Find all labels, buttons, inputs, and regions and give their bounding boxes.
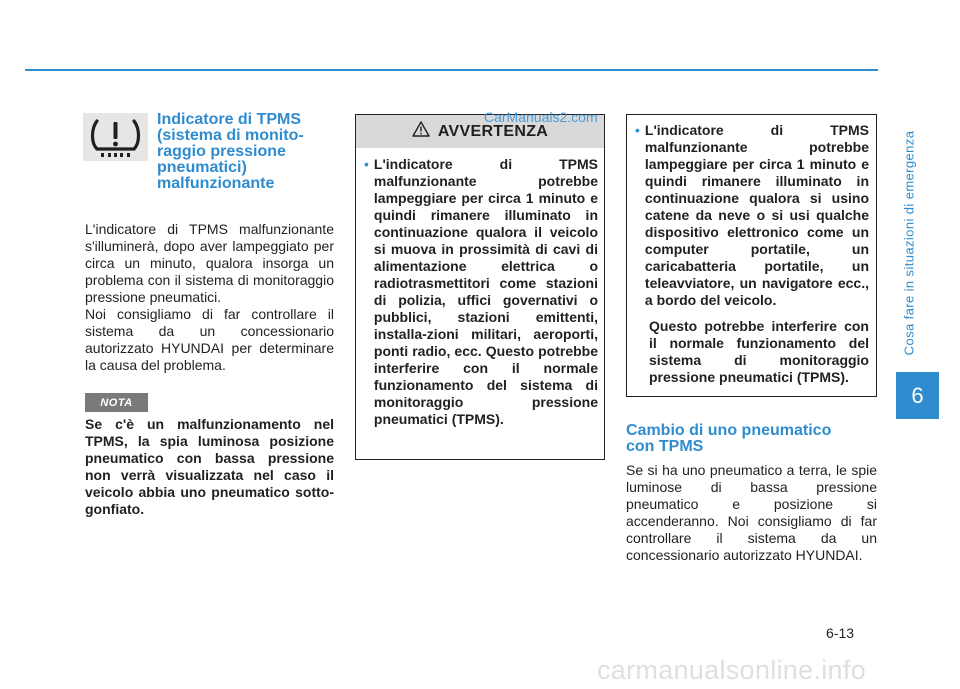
warning-item-text: L'indicatore di TPMS malfunzionante potrebbe lampeggiare per circa 1 minuto e quindi rimanere illuminato in continuazione qualora il veicolo si muova in prossimità di cavi di alimentazione elettrica o radiotrasmettitori come stazioni di polizia, uffici governativi o pubblici, stazioni emittenti, installa-zioni militari, aeroporti, ponti radio, ecc. Questo potrebbe interferire con il normale funzionamento del sistema di monitoraggio pressione pneumatici (TPMS). <box>373 156 598 427</box>
paragraph-tpms-indicator: L'indicatore di TPMS malfunzionante s'illuminerà, dopo aver lampeggiato per circa un minuto, qualora insorga un problema con il sistema di monitoraggio pressione pneumatici. <box>85 221 334 305</box>
paragraph-tire-change: Se si ha uno pneumatico a terra, le spie luminose di bassa pressione pneumatico e posizione si accenderanno. Noi consigliamo di far controllare il sistema da un concessionario autorizzato HYUNDAI. <box>626 462 877 563</box>
warning-triangle-icon <box>412 121 430 142</box>
warning-item-text: L'indicatore di TPMS malfunzionante potrebbe lampeggiare per circa 1 minuto e quindi rimanere illuminato in continuazione qualora si usino catene da neve o si usi qualche dispositivo elettronico come un computer portatile, un caricabatteria portatile, un teleavviatore, un navigatore ecc., a bordo del veicolo. <box>644 122 869 308</box>
chapter-number: 6 <box>911 382 924 408</box>
note-badge <box>85 393 148 412</box>
heading-line: Indicatore di TPMS <box>157 111 302 128</box>
watermark-site[interactable]: carmanualsonline.info <box>597 655 866 685</box>
top-rule <box>25 69 878 71</box>
note-label: NOTA <box>100 396 133 409</box>
section-heading-tpms-malfunction <box>157 112 327 192</box>
bullet: • <box>364 156 369 172</box>
heading-line: pneumatici) <box>157 159 247 176</box>
heading-line: con TPMS <box>626 438 704 455</box>
note-text: Se c'è un malfunzionamento nel TPMS, la spia luminosa posizione pneumatico con bassa pressione non verrà visualizzata nel caso il veicolo abbia uno pneumatico sotto-gonfiato. <box>85 416 334 517</box>
chapter-tab[interactable] <box>896 372 939 419</box>
tpms-warning-icon <box>83 113 148 161</box>
section-heading-tire-change <box>626 423 856 455</box>
warning-list-item <box>635 122 869 309</box>
warning-box <box>355 114 605 460</box>
side-title-text: Cosa fare in situazioni di emergenza <box>901 130 917 356</box>
bullet: • <box>635 122 640 138</box>
page-number: 6-13 <box>826 625 855 641</box>
heading-line: (sistema di monito- <box>157 127 304 144</box>
heading-line: raggio pressione <box>157 143 286 160</box>
warning-item-subtext: Questo potrebbe interferire con il normale funzionamento del sistema di monitoraggio pressione pneumatici (TPMS). <box>649 318 869 385</box>
paragraph-dealer-check: Noi consigliamo di far controllare il sistema da un concessionario autorizzato HYUNDAI per determinare la causa del problema. <box>85 306 334 373</box>
warning-list-item <box>364 156 598 428</box>
heading-line: malfunzionante <box>157 175 275 192</box>
chapter-side-title <box>897 98 921 388</box>
warning-title: AVVERTENZA <box>437 122 549 140</box>
warning-box-continued <box>626 114 877 397</box>
watermark-link[interactable]: CarManuals2.com <box>484 109 598 125</box>
heading-line: Cambio di uno pneumatico <box>626 422 832 439</box>
